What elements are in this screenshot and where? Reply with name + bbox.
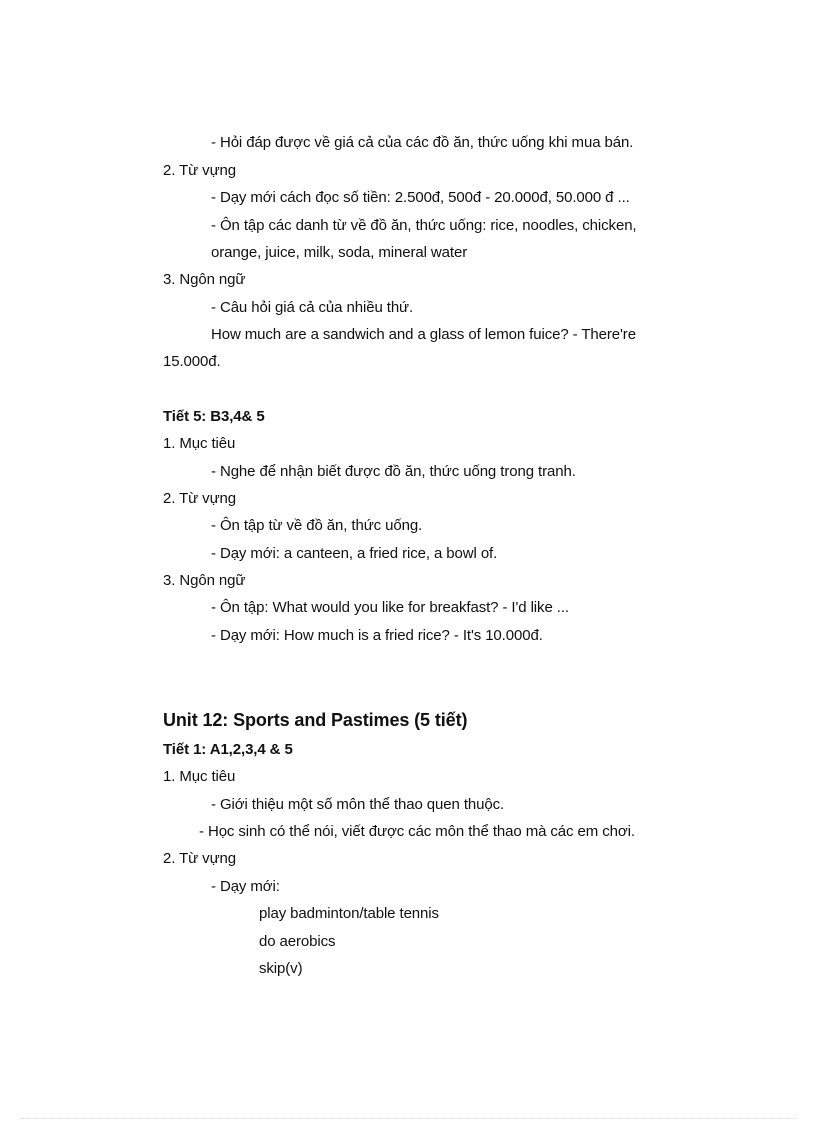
objective-heading: 1. Mục tiêu bbox=[163, 435, 236, 452]
language-line: - Ôn tập: What would you like for breakfast? - I'd like ... bbox=[211, 599, 569, 616]
language-line: - Dạy mới: How much is a fried rice? - It's 10.000đ. bbox=[211, 627, 543, 644]
objective-line: - Giới thiệu một số môn thể thao quen thuộc. bbox=[211, 796, 505, 813]
vocabulary-line: - Dạy mới: a canteen, a fried rice, a bowl of. bbox=[211, 545, 498, 562]
language-heading: 3. Ngôn ngữ bbox=[163, 271, 246, 288]
objective-line: - Nghe để nhận biết được đồ ăn, thức uống trong tranh. bbox=[211, 463, 576, 480]
vocabulary-item: play badminton/table tennis bbox=[259, 905, 439, 922]
lesson-5-title: Tiết 5: B3,4& 5 bbox=[163, 408, 265, 425]
vocabulary-item: skip(v) bbox=[259, 960, 303, 977]
vocabulary-heading: 2. Từ vựng bbox=[163, 850, 237, 867]
vocabulary-line: - Dạy mới cách đọc số tiền: 2.500đ, 500đ - 20.000đ, 50.000 đ ... bbox=[211, 189, 630, 206]
unit-12-title: Unit 12: Sports and Pastimes (5 tiết) bbox=[163, 710, 468, 730]
vocabulary-item: do aerobics bbox=[259, 933, 336, 950]
vocabulary-line: - Dạy mới: bbox=[211, 878, 280, 895]
example-line-continued: 15.000đ. bbox=[163, 353, 221, 370]
vocabulary-line: orange, juice, milk, soda, mineral water bbox=[211, 244, 468, 261]
page-bottom-divider bbox=[20, 1118, 796, 1119]
vocabulary-heading: 2. Từ vựng bbox=[163, 490, 237, 507]
lesson-1-title: Tiết 1: A1,2,3,4 & 5 bbox=[163, 741, 293, 758]
objective-line: - Học sinh có thể nói, viết được các môn thể thao mà các em chơi. bbox=[199, 823, 635, 840]
vocabulary-heading: 2. Từ vựng bbox=[163, 162, 237, 179]
language-heading: 3. Ngôn ngữ bbox=[163, 572, 246, 589]
language-line: - Câu hỏi giá cả của nhiều thứ. bbox=[211, 299, 414, 316]
objective-heading: 1. Mục tiêu bbox=[163, 768, 236, 785]
vocabulary-line: - Ôn tập từ về đồ ăn, thức uống. bbox=[211, 517, 423, 534]
objective-line: - Hỏi đáp được về giá cả của các đồ ăn, thức uống khi mua bán. bbox=[211, 134, 634, 151]
vocabulary-line: - Ôn tập các danh từ về đồ ăn, thức uống: rice, noodles, chicken, bbox=[211, 217, 637, 234]
example-line: How much are a sandwich and a glass of lemon fuice? - There're bbox=[211, 326, 636, 343]
